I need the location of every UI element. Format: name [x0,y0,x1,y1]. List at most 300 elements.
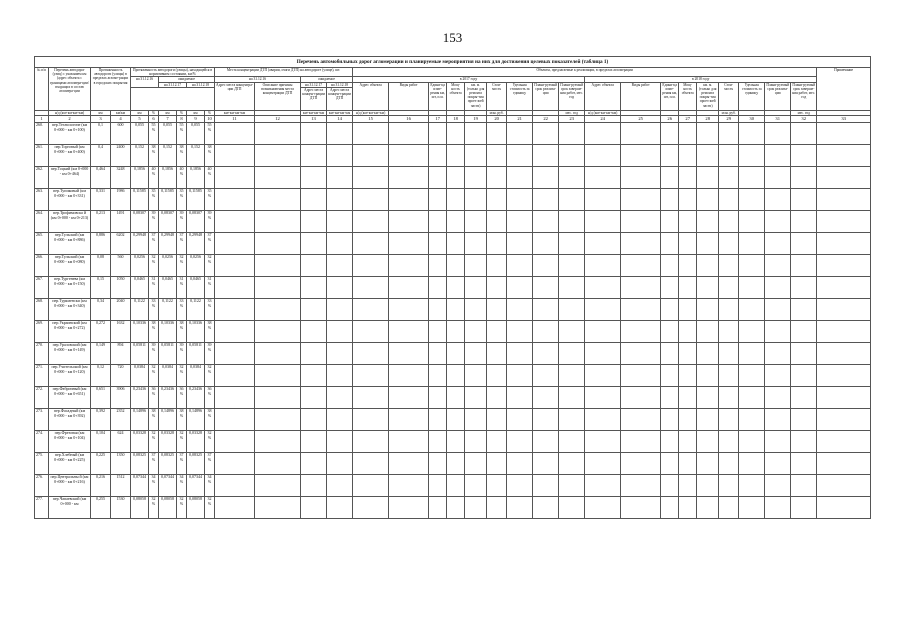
cell-empty [255,255,301,277]
cell-empty [621,365,661,387]
cell-empty [389,431,429,453]
cell-empty [215,343,255,365]
cell-p17: 55% [177,123,187,145]
cell-empty [447,365,465,387]
cell-empty [301,189,327,211]
cell-empty [679,409,697,431]
cell-empty [739,409,765,431]
header-km-repair-2017: км. м. (только для ремонта покры-тия проез-жей части) [465,82,487,110]
cell-empty [817,321,871,343]
cell-empty [791,453,817,475]
cell-n16: 0,03328 [131,431,149,453]
header-objects: Объекты, предлагаемые к реализации, в пределах агломерации [353,68,817,77]
table-row [35,145,871,167]
cell-empty [507,453,533,475]
cell-name: пер.Торговый (км 0+000 - км 0+400) [49,145,91,167]
cell-empty [697,277,719,299]
cell-n16: 0,08058 [131,497,149,519]
cell-empty [739,211,765,233]
cell-n18: 0,08058 [187,497,205,519]
table-row [35,497,871,519]
cell-empty [447,277,465,299]
cell-len: 0,15 [91,277,111,299]
header-dtp-d16: на 31.12.16 [215,77,301,82]
cell-empty [465,431,487,453]
header-power-2017: Мощ-ность объекта [447,82,465,110]
cell-empty [791,211,817,233]
unit-cell-pct-c: % [205,110,215,115]
cell-n17: 0,05811 [159,343,177,365]
cell-empty [559,189,585,211]
cell-empty [559,233,585,255]
table-row [35,387,871,409]
cell-name: пер.Фабричный (км 0+000 - км 0+651) [49,387,91,409]
cell-empty [447,189,465,211]
cell-n16: 0,08325 [131,453,149,475]
cell-p17: 33% [177,299,187,321]
cell-empty [255,497,301,519]
cell-empty [215,497,255,519]
cell-empty [719,321,739,343]
cell-empty [739,387,765,409]
cell-len: 0,216 [91,475,111,497]
cell-empty [353,255,389,277]
cell-area: 720 [111,365,131,387]
cell-empty [465,299,487,321]
cell-empty [507,409,533,431]
cell-empty [719,453,739,475]
cell-empty [487,431,507,453]
cell-empty [389,145,429,167]
cell-empty [679,321,697,343]
column-number: 24 [585,116,621,123]
cell-n16: 0,0256 [131,255,149,277]
cell-empty [487,145,507,167]
cell-empty [215,365,255,387]
cell-n18: 0,14896 [187,409,205,431]
cell-empty [533,189,559,211]
cell-empty [429,387,447,409]
cell-n18: 0,23436 [187,387,205,409]
cell-empty [817,453,871,475]
cell-p16: 34% [149,475,159,497]
cell-p16: 38% [149,409,159,431]
cell-no: 265. [35,233,49,255]
cell-p18: 33% [205,299,215,321]
cell-len: 0,4 [91,145,111,167]
cell-n17: 0,23436 [159,387,177,409]
cell-n16: 0,08307 [131,211,149,233]
table-row [35,255,871,277]
cell-empty [533,211,559,233]
cell-empty [679,233,697,255]
cell-no: 260. [35,123,49,145]
cell-empty [559,167,585,189]
table-row [35,167,871,189]
column-number: 5 [131,116,149,123]
unit-cell-kmkm3-b: км+км-км+км [327,110,353,115]
cell-empty [255,211,301,233]
cell-p18: 37% [205,233,215,255]
cell-empty [429,167,447,189]
cell-len: 0,651 [91,387,111,409]
unit-cell-monthyear-2017: мес. год [559,110,585,115]
cell-empty [719,387,739,409]
cell-empty [791,123,817,145]
column-number: 27 [679,116,697,123]
cell-n16: 0,23436 [131,387,149,409]
cell-empty [559,431,585,453]
cell-empty [353,321,389,343]
cell-p17: 32% [177,497,187,519]
cell-empty [533,233,559,255]
cell-empty [429,343,447,365]
roads-table [34,56,871,519]
header-year-2018: в 2018 году [585,77,817,82]
cell-area: 3248 [111,167,131,189]
cell-no: 276. [35,475,49,497]
column-number: 22 [533,116,559,123]
cell-empty [465,321,487,343]
cell-empty [487,387,507,409]
cell-empty [739,255,765,277]
cell-empty [533,343,559,365]
cell-empty [679,123,697,145]
cell-empty [389,277,429,299]
cell-no: 271. [35,365,49,387]
cell-empty [301,255,327,277]
cell-empty [327,145,353,167]
cell-empty [507,255,533,277]
cell-n18: 0,08325 [187,453,205,475]
cell-p18: 36% [205,387,215,409]
unit-cell-monthyear-2018: мес. год [791,110,817,115]
cell-no: 269. [35,321,49,343]
cell-empty [817,167,871,189]
cell-n17: 0,0384 [159,365,177,387]
cell-p18: 32% [205,365,215,387]
cell-empty [719,189,739,211]
cell-empty [429,475,447,497]
cell-no: 274. [35,431,49,453]
cell-no: 261. [35,145,49,167]
table-row [35,321,871,343]
cell-empty [389,365,429,387]
cell-area: 2352 [111,409,131,431]
cell-empty [429,255,447,277]
cell-empty [465,123,487,145]
cell-empty [817,475,871,497]
cell-empty [621,189,661,211]
cell-no: 264. [35,211,49,233]
cell-no: 270. [35,343,49,365]
column-number: 32 [791,116,817,123]
cell-empty [719,211,739,233]
cell-empty [679,475,697,497]
cell-empty [585,145,621,167]
cell-empty [791,255,817,277]
cell-name: пер.Тупиковый (км 0+000 - км 0+331) [49,189,91,211]
cell-empty [585,123,621,145]
cell-empty [429,497,447,519]
cell-empty [739,123,765,145]
column-number: 28 [697,116,719,123]
cell-empty [353,299,389,321]
cell-empty [585,343,621,365]
cell-n17: 0,03328 [159,431,177,453]
cell-empty [791,277,817,299]
cell-p16: 36% [149,387,159,409]
cell-empty [585,321,621,343]
cell-empty [739,343,765,365]
cell-empty [301,387,327,409]
cell-empty [353,211,389,233]
cell-empty [301,233,327,255]
header-dtp-d17: на 31.12.17 [301,82,327,87]
cell-empty [765,233,791,255]
cell-n16: 0,152 [131,145,149,167]
column-number: 10 [205,116,215,123]
cell-empty [353,277,389,299]
cell-n16: 0,07344 [131,475,149,497]
cell-empty [679,343,697,365]
cell-p18: 38% [205,409,215,431]
cell-empty [719,123,739,145]
cell-empty [389,497,429,519]
cell-area: 3906 [111,387,131,409]
header-norm-d17: на 31.12.17 [159,82,187,87]
cell-n16: 0,1122 [131,299,149,321]
cell-n18: 0,07344 [187,475,205,497]
cell-empty [353,123,389,145]
cell-empty [389,475,429,497]
cell-empty [679,167,697,189]
cell-empty [739,167,765,189]
cell-empty [765,453,791,475]
cell-len: 0,255 [91,497,111,519]
cell-empty [507,343,533,365]
column-number: 33 [817,116,871,123]
cell-empty [353,409,389,431]
cell-empty [447,167,465,189]
cell-empty [533,453,559,475]
table-row [35,189,871,211]
cell-p18: 37% [205,453,215,475]
cell-name: пер.Тоцкий (км 0+000 - км 0+464) [49,167,91,189]
cell-empty [791,189,817,211]
cell-empty [817,497,871,519]
cell-empty [353,497,389,519]
cell-empty [487,475,507,497]
cell-empty [661,233,679,255]
header-plan-finish-2018: Плани-руемый срок заверше-ния работ, мес. год [791,82,817,110]
cell-empty [765,145,791,167]
cell-empty [661,299,679,321]
cell-empty [697,255,719,277]
cell-empty [559,365,585,387]
cell-empty [559,299,585,321]
cell-empty [621,431,661,453]
table-row [35,453,871,475]
cell-empty [739,431,765,453]
unit-cell-mln-2018: млн. руб. [719,110,739,115]
cell-empty [621,255,661,277]
cell-p17: 37% [177,233,187,255]
column-number: 30 [739,116,765,123]
cell-empty [765,431,791,453]
cell-empty [533,299,559,321]
cell-empty [507,321,533,343]
cell-p18: 32% [205,431,215,453]
cell-empty [353,453,389,475]
cell-empty [507,211,533,233]
cell-empty [327,365,353,387]
column-number: 26 [661,116,679,123]
cell-empty [817,123,871,145]
cell-empty [389,453,429,475]
cell-empty [487,453,507,475]
cell-empty [559,123,585,145]
cell-empty [353,431,389,453]
cell-empty [719,145,739,167]
cell-name: пер.Тульский (км 0+000 - км 0+080) [49,255,91,277]
cell-empty [447,321,465,343]
cell-name: пер.Хлебный (км 0+000 - км 0+225) [49,453,91,475]
cell-empty [301,167,327,189]
cell-area: 1530 [111,497,131,519]
cell-empty [817,255,871,277]
cell-p16: 55% [149,123,159,145]
table-title: Перечень автомобильных дорог агломерации и планируемые мероприятия на них для достижения целевых показателей (таблица 1) [35,57,871,68]
column-number: 17 [429,116,447,123]
cell-empty [817,343,871,365]
cell-empty [559,475,585,497]
table-row [35,299,871,321]
cell-len: 0,213 [91,211,111,233]
cell-empty [533,123,559,145]
cell-empty [255,453,301,475]
cell-empty [719,475,739,497]
cell-empty [465,453,487,475]
cell-empty [765,365,791,387]
cell-empty [817,365,871,387]
column-number: 18 [447,116,465,123]
header-cost-2017: Стои-мость [487,82,507,110]
cell-empty [389,211,429,233]
cell-empty [487,233,507,255]
cell-empty [621,167,661,189]
cell-n17: 0,055 [159,123,177,145]
unit-cell-km-a: км [91,110,111,115]
column-number: 9 [187,116,205,123]
cell-n16: 0,0384 [131,365,149,387]
cell-no: 268. [35,299,49,321]
cell-empty [429,321,447,343]
cell-no: 272. [35,387,49,409]
header-norm-d16: на 31.12.16 [131,77,159,87]
cell-empty [327,211,353,233]
cell-empty [215,475,255,497]
cell-empty [739,497,765,519]
cell-empty [255,431,301,453]
cell-empty [487,255,507,277]
cell-empty [533,255,559,277]
cell-p17: 38% [177,145,187,167]
cell-empty [389,233,429,255]
cell-empty [661,277,679,299]
cell-no: 266. [35,255,49,277]
cell-empty [255,277,301,299]
cell-len: 0,225 [91,453,111,475]
cell-empty [429,277,447,299]
cell-empty [301,409,327,431]
cell-p16: 32% [149,497,159,519]
cell-empty [301,145,327,167]
cell-n17: 0,14896 [159,409,177,431]
cell-empty [215,431,255,453]
cell-empty [487,123,507,145]
cell-n17: 0,0256 [159,255,177,277]
cell-name: пер.Ураловский (км 0+000 - км 0+149) [49,343,91,365]
cell-p16: 38% [149,321,159,343]
table-row [35,277,871,299]
cell-empty [353,145,389,167]
header-dtp-addr18: Адрес места концен-трации ДТП [327,87,353,110]
cell-len: 0,104 [91,431,111,453]
cell-empty [661,321,679,343]
cell-empty [621,343,661,365]
cell-p18: 38% [205,321,215,343]
cell-p18: 31% [205,277,215,299]
cell-empty [301,277,327,299]
cell-empty [719,431,739,453]
cell-p18: 55% [205,123,215,145]
table-row [35,475,871,497]
cell-empty [585,189,621,211]
cell-empty [697,365,719,387]
cell-p17: 35% [177,189,187,211]
cell-empty [765,167,791,189]
header-work-type-2018: Виды работ [621,82,661,110]
cell-empty [679,365,697,387]
cell-p17: 37% [177,453,187,475]
cell-empty [507,431,533,453]
cell-empty [487,211,507,233]
cell-empty [661,387,679,409]
cell-no: 275. [35,453,49,475]
cell-n17: 0,08058 [159,497,177,519]
cell-empty [661,497,679,519]
cell-empty [487,409,507,431]
cell-p17: 31% [177,277,187,299]
cell-n18: 0,10336 [187,321,205,343]
cell-area: 2040 [111,299,131,321]
header-dtp-d18: на 31.12.18 [327,82,353,87]
cell-empty [739,365,765,387]
cell-empty [661,343,679,365]
cell-empty [429,299,447,321]
cell-empty [215,123,255,145]
cell-p18: 38% [205,145,215,167]
cell-p17: 39% [177,343,187,365]
cell-name: пер.Туркменски (км 0+000 - км 0+340) [49,299,91,321]
cell-len: 0,34 [91,299,111,321]
cell-empty [585,211,621,233]
cell-empty [447,497,465,519]
table-row [35,409,871,431]
cell-empty [621,211,661,233]
cell-empty [465,211,487,233]
